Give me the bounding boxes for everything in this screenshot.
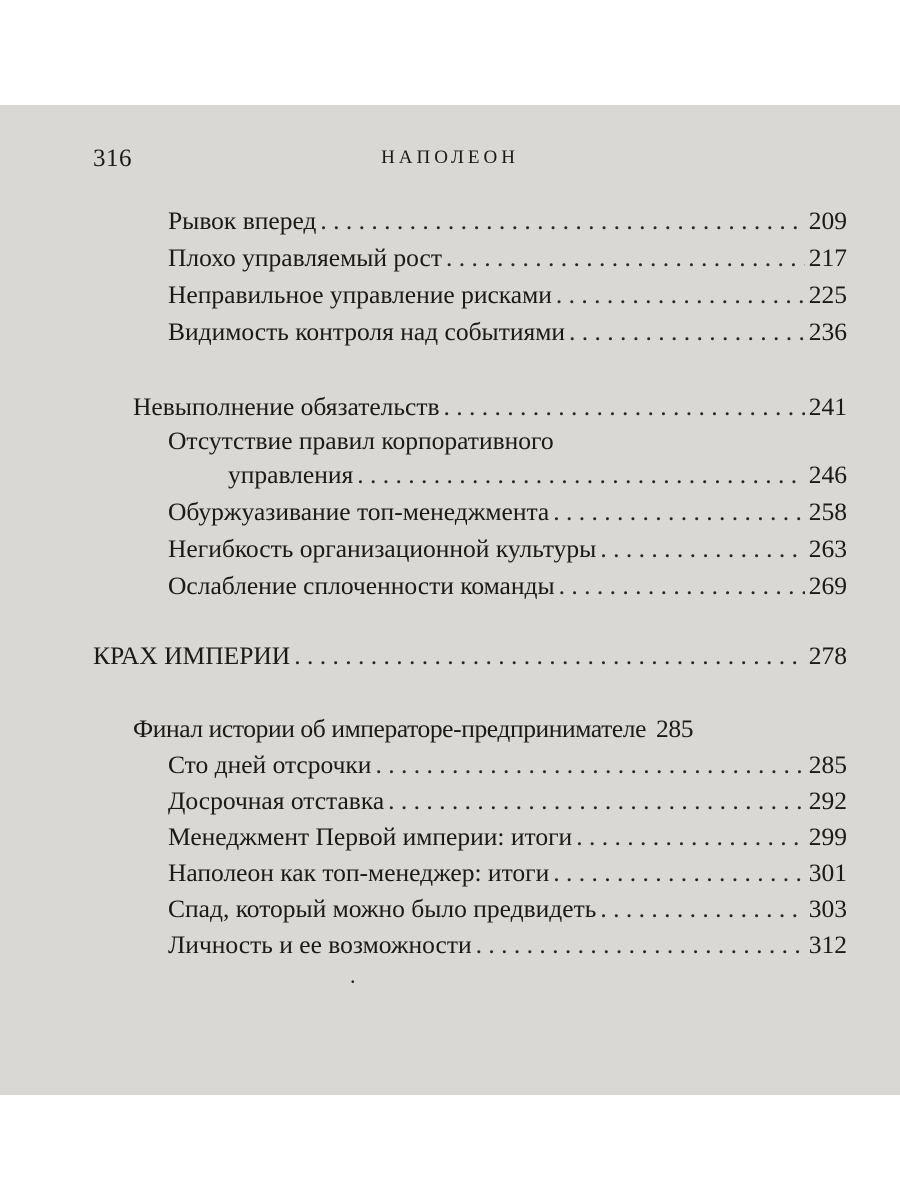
toc-entry-page: 278 [808, 641, 847, 670]
dot-leader [600, 533, 804, 565]
toc-entry [168, 749, 847, 781]
toc-entry-page: 241 [808, 392, 847, 421]
toc-section-entry [133, 713, 847, 745]
toc-entry-title: Неправильное управление рисками [168, 280, 552, 309]
toc-entry-title: Наполеон как топ-менеджер: итоги [168, 858, 550, 887]
toc-entry [168, 857, 847, 889]
toc-entry [168, 205, 847, 237]
dot-leader [375, 749, 804, 781]
dot-leader [556, 279, 805, 311]
dot-leader [357, 459, 805, 491]
toc-entry-page: 312 [808, 930, 847, 959]
toc-entry [168, 242, 847, 274]
toc-entry-title: Досрочная отставка [168, 786, 385, 815]
toc-entry-page: 246 [808, 460, 847, 489]
toc-entry-page: 285 [808, 750, 847, 779]
dot-leader [553, 496, 805, 528]
toc-entry-page: 258 [808, 497, 847, 526]
toc-entry-title: управления [228, 460, 354, 489]
toc-entry-title: Обуржуазивание топ-менеджмента [168, 497, 550, 526]
running-head [0, 145, 900, 175]
dot-leader [388, 785, 805, 817]
dot-leader [444, 391, 805, 423]
toc-entry [168, 893, 847, 925]
toc-entry [168, 496, 847, 528]
toc-entry-page: 299 [808, 822, 847, 851]
toc-entry [168, 279, 847, 311]
dot-leader [446, 242, 805, 274]
dot-leader [569, 316, 805, 348]
toc-entry-page: 217 [808, 243, 847, 272]
toc-entry-page: 269 [808, 571, 847, 600]
toc-entry-title: Менеджмент Первой империи: итоги [168, 822, 573, 851]
dot-leader [600, 893, 804, 925]
toc-entry [168, 821, 847, 853]
toc-part-entry [93, 640, 847, 672]
toc-entry-page: 236 [808, 317, 847, 346]
toc-entry-page: 225 [808, 280, 847, 309]
toc-entry-title: Рывок вперед [168, 206, 317, 235]
toc-entry-page: 292 [808, 786, 847, 815]
toc-entry [168, 570, 847, 602]
toc-entry-title: КРАХ ИМПЕРИИ [93, 641, 291, 670]
toc-entry [168, 316, 847, 348]
toc-entry-page: 263 [808, 534, 847, 563]
toc-entry-title: Невыполнение обязательств [133, 392, 440, 421]
toc-entry-page: 303 [808, 894, 847, 923]
stray-dot: . [350, 963, 356, 988]
book-title: НАПОЛЕОН [381, 147, 519, 168]
dot-leader [476, 929, 805, 961]
toc-entry-title-line1: Отсутствие правил корпоративного [168, 426, 554, 455]
toc-entry-page: 301 [808, 858, 847, 887]
toc-entry-title: Негибкость организационной культуры [168, 534, 597, 563]
toc-entry [228, 459, 847, 491]
book-page [0, 105, 900, 1095]
dot-leader [576, 821, 805, 853]
dot-leader [294, 640, 805, 672]
toc-entry-page: 285 [656, 714, 694, 743]
toc-entry-title: Личность и ее возможности [168, 930, 472, 959]
toc-entry-title: Спад, который можно было предвидеть [168, 894, 597, 923]
toc-entry-page: 209 [808, 206, 847, 235]
toc-section-entry [133, 391, 847, 423]
toc-entry [168, 929, 847, 961]
dot-leader [559, 570, 805, 602]
page-number: 316 [93, 145, 132, 172]
toc-entry [168, 785, 847, 817]
toc-entry-title: Финал истории об императоре-предпринимателе [133, 714, 647, 743]
toc-entry-title: Плохо управляемый рост [168, 243, 442, 272]
dot-leader [320, 205, 804, 237]
toc-entry-title: Видимость контроля над событиями [168, 317, 565, 346]
toc-entry-title: Сто дней отсрочки [168, 750, 372, 779]
toc-entry [168, 533, 847, 565]
dot-leader [553, 857, 805, 889]
toc-entry-title: Ослабление сплоченности команды [168, 571, 555, 600]
